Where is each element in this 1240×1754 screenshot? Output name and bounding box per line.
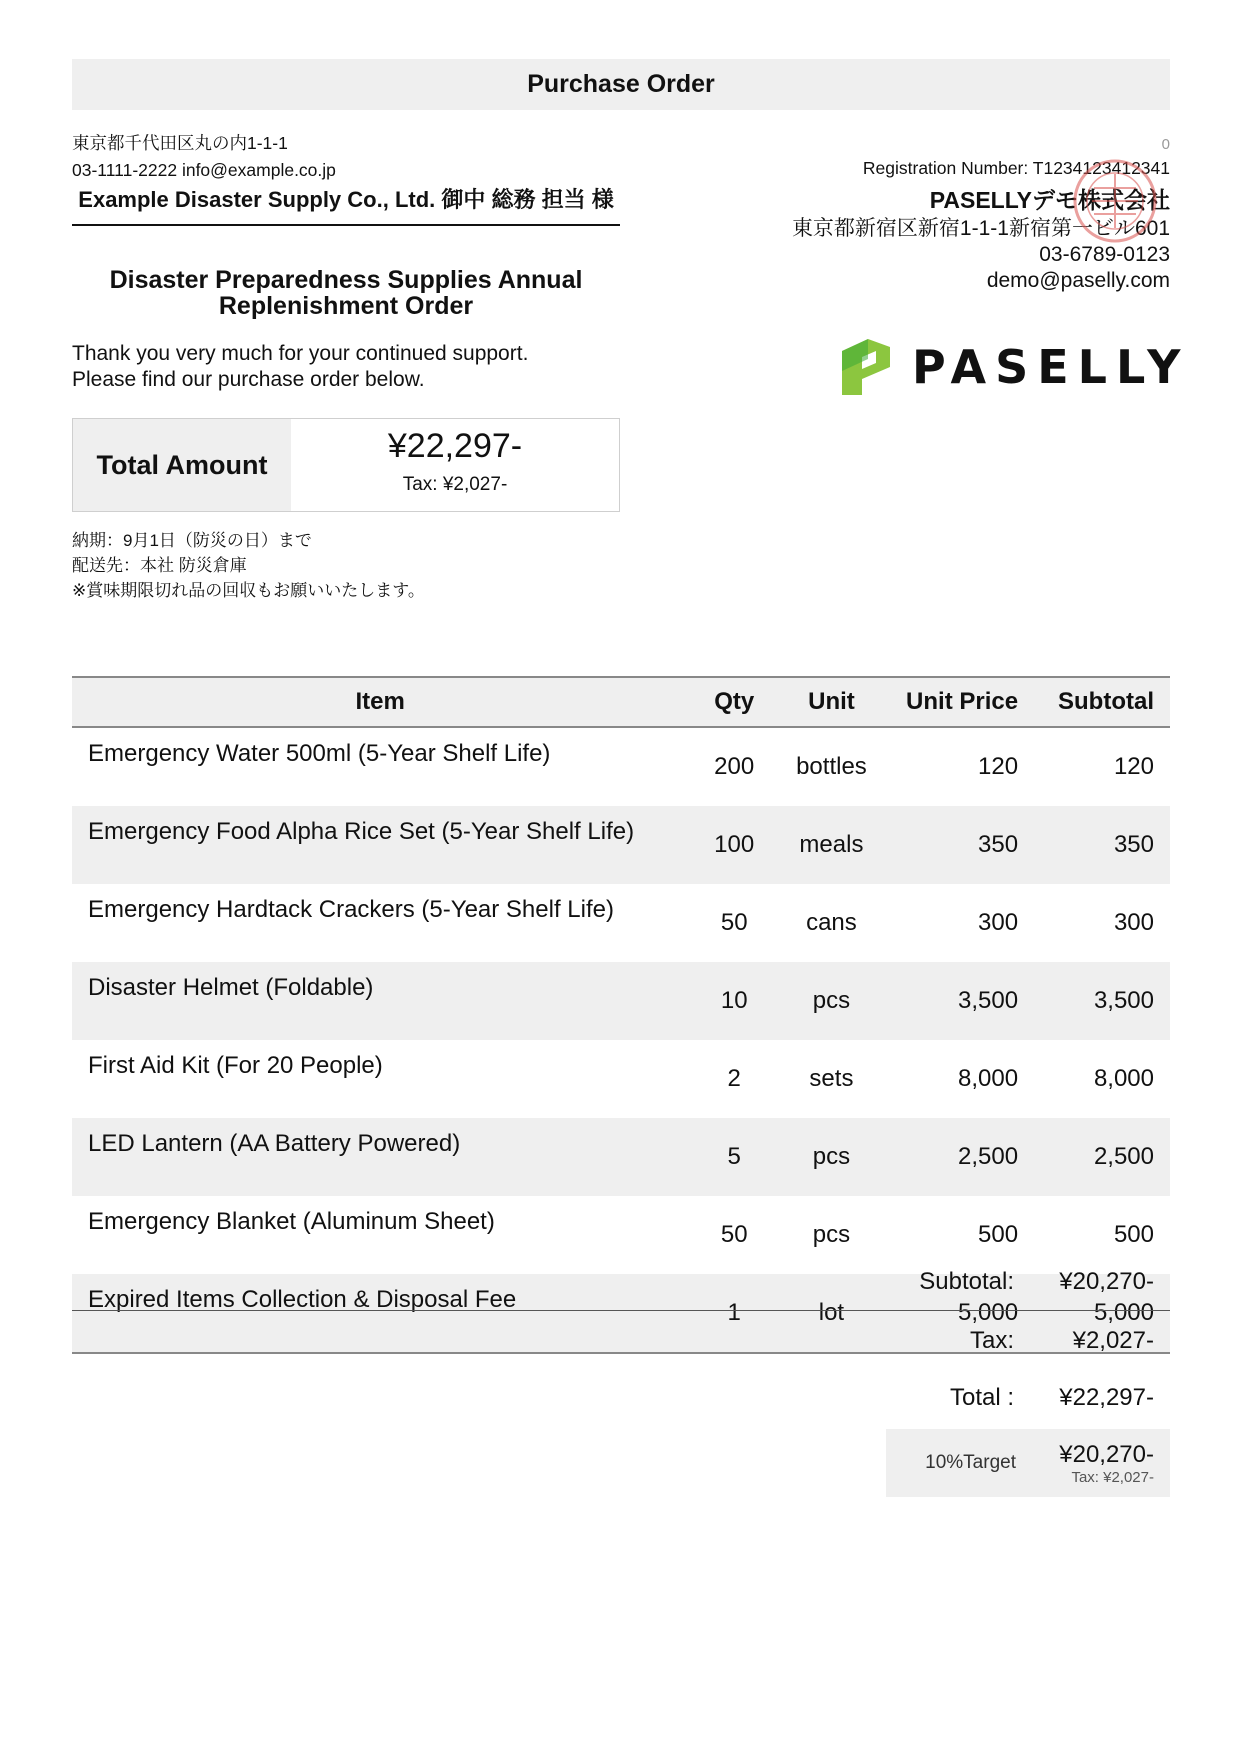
item-unit-price: 5,000: [883, 1274, 1034, 1353]
item-name: Emergency Water 500ml (5-Year Shelf Life): [88, 740, 551, 767]
note-collection: ※賞味期限切れ品の回収もお願いいたします。: [72, 581, 425, 600]
item-unit-price: 350: [883, 806, 1034, 884]
item-unit: sets: [809, 1065, 854, 1092]
item-unit: pcs: [780, 1118, 883, 1196]
item-unit: lot: [780, 1274, 883, 1353]
summary-tax-value: ¥2,027-: [1072, 1326, 1154, 1354]
total-amount-label: Total Amount: [73, 419, 291, 511]
tax-rate-values: [1016, 1441, 1170, 1486]
paselly-logo: [838, 336, 1190, 398]
company-seal-icon: [1072, 158, 1158, 244]
item-name: Emergency Hardtack Crackers (5-Year Shelf Life): [88, 896, 614, 923]
recipient-contact: 03-1111-2222 info@example.co.jp: [72, 160, 336, 180]
table-header-row: [72, 677, 1170, 727]
header-unit: Unit: [780, 677, 883, 727]
item-unit-price: 3,500: [883, 962, 1034, 1040]
item-unit-price: 2,500: [883, 1118, 1034, 1196]
table-row: [72, 1118, 1170, 1196]
table-row: [72, 884, 1170, 962]
item-subtotal: 300: [1113, 909, 1154, 936]
header-subtotal: Subtotal: [1034, 677, 1170, 727]
item-subtotal: 3,500: [1034, 962, 1170, 1040]
item-unit: meals: [780, 806, 883, 884]
order-subject: Disaster Preparedness Supplies Annual Replenishment Order: [109, 266, 583, 320]
item-subtotal: 8,000: [1093, 1065, 1154, 1092]
item-qty: 1: [688, 1274, 780, 1353]
note-destination: 配送先：本社 防災倉庫: [72, 556, 247, 575]
item-name: Expired Items Collection & Disposal Fee: [72, 1274, 688, 1353]
total-amount-value: ¥22,297-: [387, 427, 523, 465]
table-row: [72, 727, 1170, 806]
document-title: Purchase Order: [72, 59, 1170, 110]
item-unit-price: 120: [978, 753, 1019, 780]
total-amount-values: [291, 419, 619, 511]
item-subtotal: 500: [1113, 1221, 1154, 1248]
registration-number: Registration Number: T1234123412341: [862, 158, 1170, 178]
item-name: Emergency Blanket (Aluminum Sheet): [88, 1208, 495, 1235]
item-name: First Aid Kit (For 20 People): [88, 1052, 383, 1079]
document-number: 0: [1161, 136, 1170, 153]
item-unit: cans: [806, 909, 857, 936]
tax-rate-breakdown: [886, 1429, 1170, 1497]
tax-rate-label: 10%Target: [925, 1452, 1016, 1473]
item-subtotal: 5,000: [1034, 1274, 1170, 1353]
greeting-line-2: Please find our purchase order below.: [72, 368, 425, 391]
item-subtotal: 120: [1113, 753, 1154, 780]
summary-subtotal-row: [72, 1253, 1170, 1311]
item-qty: 100: [688, 806, 780, 884]
item-qty: 10: [688, 962, 780, 1040]
item-qty: 50: [720, 909, 748, 936]
summary-total-value: ¥22,297-: [1059, 1383, 1154, 1411]
issuer-phone: 03-6789-0123: [1039, 243, 1170, 266]
summary-subtotal-label: Subtotal:: [919, 1267, 1014, 1295]
issuer-name: PASELLYデモ株式会社: [929, 187, 1170, 213]
header-qty: Qty: [688, 677, 780, 727]
delivery-notes: [72, 528, 425, 603]
paselly-logo-text: PASELLY: [912, 340, 1190, 394]
item-unit-price: 500: [978, 1221, 1019, 1248]
table-row: [72, 806, 1170, 884]
item-name: Emergency Food Alpha Rice Set (5-Year Shelf Life): [72, 806, 688, 884]
greeting: [72, 341, 620, 393]
summary-tax-row: [72, 1312, 1170, 1369]
summary-total-label: Total :: [949, 1383, 1014, 1411]
item-qty: 2: [727, 1065, 741, 1092]
recipient-address: 東京都千代田区丸の内1-1-1: [72, 133, 288, 153]
item-unit: bottles: [796, 753, 867, 780]
item-unit: pcs: [780, 962, 883, 1040]
summary-tax-label: Tax:: [969, 1326, 1014, 1354]
item-unit-price: 300: [978, 909, 1019, 936]
item-qty: 5: [688, 1118, 780, 1196]
greeting-line-1: Thank you very much for your continued support.: [72, 342, 529, 365]
recipient-block: [72, 130, 620, 226]
note-delivery-date: 納期：9月1日（防災の日）まで: [72, 531, 312, 550]
item-name: LED Lantern (AA Battery Powered): [72, 1118, 688, 1196]
issuer-email: demo@paselly.com: [986, 269, 1170, 292]
paselly-logo-icon: [838, 337, 894, 397]
total-amount-box: [72, 418, 620, 512]
item-unit: pcs: [812, 1221, 851, 1248]
header-unit-price: Unit Price: [883, 677, 1034, 727]
header-item: Item: [72, 677, 688, 727]
table-row: [72, 962, 1170, 1040]
summary-subtotal-value: ¥20,270-: [1059, 1267, 1154, 1295]
table-row: [72, 1040, 1170, 1118]
total-amount-tax: Tax: ¥2,027-: [402, 474, 508, 495]
recipient-company: Example Disaster Supply Co., Ltd. 御中 総務 担当 様: [72, 188, 620, 226]
item-qty: 50: [720, 1221, 748, 1248]
item-name: Disaster Helmet (Foldable): [72, 962, 688, 1040]
issuer-address: 東京都新宿区新宿1-1-1新宿第一ビル601: [791, 217, 1170, 240]
item-qty: 200: [714, 753, 755, 780]
summary-total-row: [72, 1369, 1170, 1426]
tax-rate-tax-value: Tax: ¥2,027-: [1071, 1468, 1154, 1486]
tax-rate-target-value: ¥20,270-: [1059, 1440, 1154, 1468]
item-subtotal: 350: [1034, 806, 1170, 884]
item-subtotal: 2,500: [1034, 1118, 1170, 1196]
item-unit-price: 8,000: [958, 1065, 1019, 1092]
